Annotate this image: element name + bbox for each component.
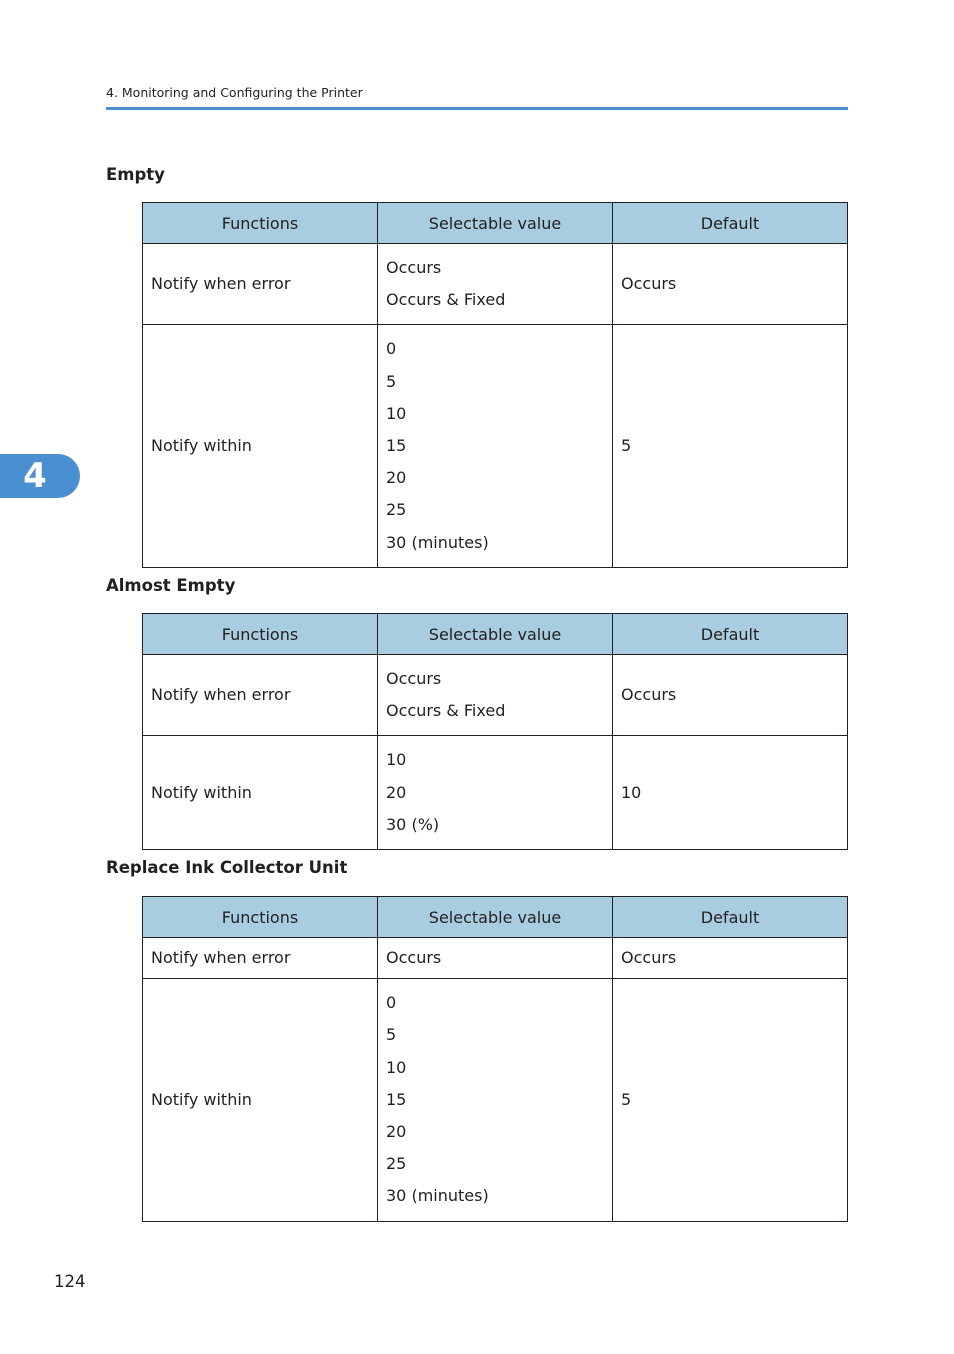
selectable-value: 30 (minutes)	[386, 532, 489, 552]
selectable-value: 20	[386, 782, 407, 802]
column-header-functions: Functions	[143, 897, 378, 938]
selectable-value: 30 (%)	[386, 814, 440, 834]
selectable-value: 30 (minutes)	[386, 1186, 489, 1206]
selectable-value: Occurs	[386, 258, 442, 277]
default-cell: Occurs	[613, 938, 848, 979]
function-cell: Notify within	[143, 979, 378, 1221]
selectable-value: 0	[386, 993, 397, 1013]
selectable-value: 20	[386, 1122, 407, 1142]
column-header-default: Default	[613, 897, 848, 938]
table-row	[143, 736, 848, 850]
selectable-value: 15	[386, 1089, 407, 1109]
selectable-value: 20	[386, 468, 407, 488]
table-row	[143, 325, 848, 567]
default-cell: Occurs	[613, 655, 848, 736]
table-row	[143, 244, 848, 325]
function-cell: Notify within	[143, 325, 378, 567]
column-header-selectable-value: Selectable value	[378, 203, 613, 244]
column-header-functions: Functions	[143, 203, 378, 244]
table-header-row	[143, 203, 848, 244]
selectable-value: Occurs	[386, 948, 442, 967]
selectable-value: 25	[386, 500, 407, 520]
selectable-values-cell	[378, 655, 613, 736]
section-title-empty: Empty	[106, 165, 165, 184]
section-title-almost-empty: Almost Empty	[106, 576, 236, 595]
column-header-selectable-value: Selectable value	[378, 897, 613, 938]
running-header: 4. Monitoring and Configuring the Printer	[106, 85, 363, 100]
default-cell: Occurs	[613, 244, 848, 325]
selectable-value: 0	[386, 339, 397, 359]
chapter-tab: 4	[0, 454, 80, 498]
table-header-row	[143, 897, 848, 938]
selectable-value: 25	[386, 1154, 407, 1174]
function-cell: Notify within	[143, 736, 378, 850]
selectable-value: 10	[386, 403, 407, 423]
page-number: 124	[54, 1272, 86, 1291]
selectable-value: 5	[386, 371, 397, 391]
column-header-default: Default	[613, 614, 848, 655]
default-cell: 10	[613, 736, 848, 850]
selectable-value: 15	[386, 436, 407, 456]
header-rule	[106, 107, 848, 110]
selectable-value: 10	[386, 1057, 407, 1077]
function-cell: Notify when error	[143, 938, 378, 979]
selectable-values-cell	[378, 244, 613, 325]
function-cell: Notify when error	[143, 244, 378, 325]
selectable-value: Occurs & Fixed	[386, 701, 506, 721]
column-header-default: Default	[613, 203, 848, 244]
default-cell: 5	[613, 325, 848, 567]
column-header-functions: Functions	[143, 614, 378, 655]
selectable-values-cell	[378, 938, 613, 979]
table-row	[143, 938, 848, 979]
table-empty	[142, 202, 848, 568]
selectable-values-cell	[378, 325, 613, 567]
table-row	[143, 655, 848, 736]
table-row	[143, 979, 848, 1221]
default-cell: 5	[613, 979, 848, 1221]
selectable-value: Occurs	[386, 669, 442, 688]
selectable-value: 5	[386, 1025, 397, 1045]
table-almost-empty	[142, 613, 848, 850]
selectable-values-cell	[378, 736, 613, 850]
column-header-selectable-value: Selectable value	[378, 614, 613, 655]
function-cell: Notify when error	[143, 655, 378, 736]
selectable-values-cell	[378, 979, 613, 1221]
selectable-value: Occurs & Fixed	[386, 290, 506, 310]
selectable-value: 10	[386, 750, 407, 770]
table-replace-ink-collector-unit	[142, 896, 848, 1222]
section-title-replace-ink-collector-unit: Replace Ink Collector Unit	[106, 858, 348, 877]
table-header-row	[143, 614, 848, 655]
